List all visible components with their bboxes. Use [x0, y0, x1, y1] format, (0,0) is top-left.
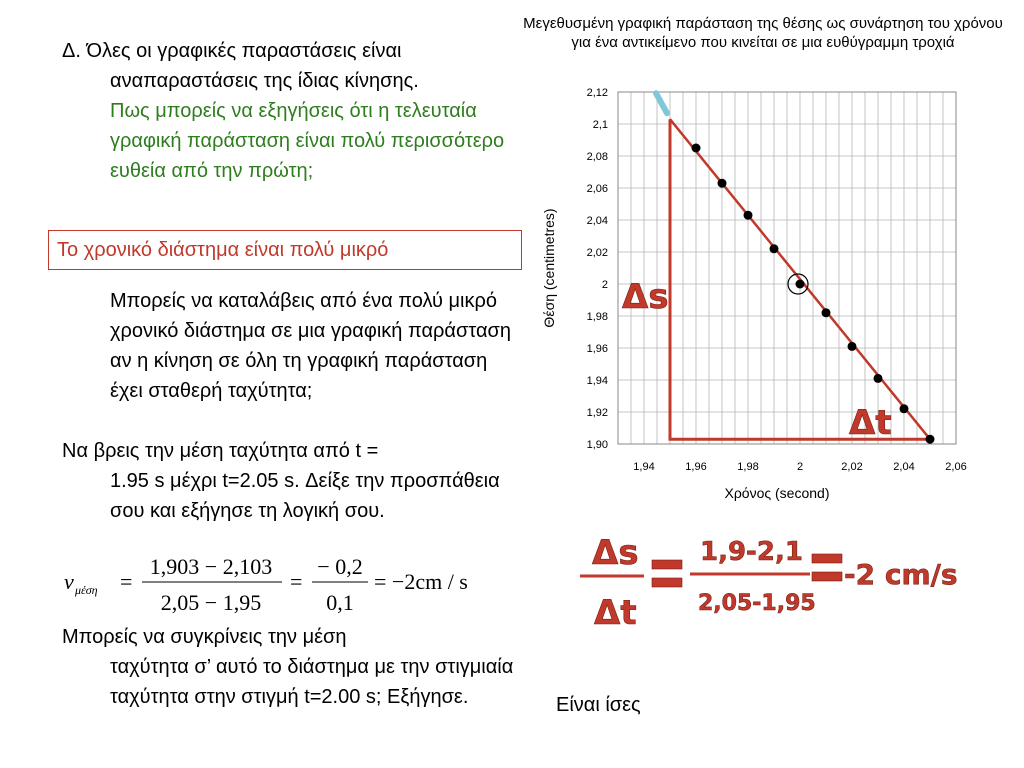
calc-numerator: 1,9-2,1: [700, 537, 803, 567]
formula-den-1: 2,05 − 1,95: [160, 590, 262, 615]
data-point: [796, 280, 805, 289]
calc-equals-2: [812, 554, 842, 563]
y-tick-label: 1,90: [586, 439, 608, 451]
chart-title: Μεγεθυσμένη γραφική παράσταση της θέσης ως συνάρτηση του χρόνου για ένα αντικείμενο που κινείται σε μια ευθύγραμμη τροχιά: [523, 15, 1003, 51]
task-line-2: 1.95 s μέχρι t=2.05 s. Δείξε την προσπάθεια σου και εξήγησε τη λογική σου.: [110, 470, 500, 522]
y-tick-label: 2,1: [592, 119, 608, 131]
calc-ds: Δs: [592, 533, 639, 573]
x-tick-label: 1,94: [633, 461, 655, 473]
x-tick-label: 2,02: [841, 461, 863, 473]
paragraph: Μπορείς να καταλάβεις από ένα πολύ μικρό χρονικό διάστημα σε μια γραφική παράσταση αν η κίνηση σε όλη τη γραφική παράσταση έχει σταθερή ταχύτητα;: [110, 290, 511, 402]
data-point: [718, 179, 727, 188]
calc-result: -2 cm/s: [844, 558, 958, 591]
data-point: [848, 342, 857, 351]
question-block: [62, 36, 522, 186]
calc-dt: Δt: [594, 593, 637, 633]
y-tick-label: 1,92: [586, 407, 608, 419]
y-tick-label: 2,08: [586, 151, 608, 163]
y-tick-label: 2,06: [586, 183, 608, 195]
data-point: [744, 211, 753, 220]
y-tick-label: 2: [601, 279, 608, 291]
y-axis-ticks: [587, 87, 608, 451]
question-line-2: Πως μπορείς να εξηγήσεις ότι η τελευταία γραφική παράσταση είναι πολύ περισσότερο ευθεία από την πρώτη;: [110, 100, 505, 182]
x-tick-label: 2,06: [945, 461, 967, 473]
x-axis-ticks: [633, 461, 966, 473]
y-tick-label: 2,12: [586, 87, 608, 99]
y-tick-label: 1,98: [586, 311, 608, 323]
formula-den-2: 0,1: [326, 590, 354, 615]
data-point: [822, 308, 831, 317]
chart-marks: [656, 93, 935, 444]
x-tick-label: 2,04: [893, 461, 915, 473]
x-tick-label: 1,98: [737, 461, 759, 473]
calc-equals-1: [652, 560, 682, 569]
compare-line-2: ταχύτητα σ’ αυτό το διάστημα με την στιγμιαία ταχύτητα στην στιγμή t=2.00 s; Εξήγησε.: [110, 656, 514, 708]
compare-block: [62, 622, 522, 712]
data-point: [874, 374, 883, 383]
question-line-1: Δ. Όλες οι γραφικές παραστάσεις είναι αναπαραστάσεις της ίδιας κίνησης.: [62, 40, 419, 92]
y-axis-label: Θέση (centimetres): [541, 208, 557, 328]
calc-denominator: 2,05-1,95: [698, 591, 816, 616]
x-axis-label: Χρόνος (second): [724, 485, 830, 501]
conclusion-text: Είναι ίσες: [556, 694, 641, 716]
svg-text:=: =: [120, 569, 133, 594]
delta-t-label: Δt: [849, 403, 892, 443]
formula-num-2: − 0,2: [317, 554, 363, 579]
formula-v: v: [64, 569, 74, 594]
svg-text:=: =: [290, 569, 303, 594]
formula-subscript: μέση: [75, 583, 98, 597]
slope-calculation: [580, 520, 1020, 640]
task-line-1: Να βρεις την μέση ταχύτητα από t =: [62, 440, 379, 462]
data-point: [692, 144, 701, 153]
delta-s-label: Δs: [622, 277, 669, 317]
formula-result: = −2cm / s: [374, 569, 468, 594]
tangent-accent: [656, 93, 667, 113]
y-tick-label: 1,96: [586, 343, 608, 355]
y-tick-label: 2,04: [586, 215, 608, 227]
average-velocity-formula: [64, 544, 504, 620]
y-tick-label: 2,02: [586, 247, 608, 259]
task-block: [62, 436, 522, 526]
y-tick-label: 1,94: [586, 375, 608, 387]
answer-box: Το χρονικό διάστημα είναι πολύ μικρό: [48, 230, 522, 270]
compare-line-1: Μπορείς να συγκρίνεις την μέση: [62, 626, 347, 648]
position-time-chart: [520, 76, 990, 506]
data-point: [770, 244, 779, 253]
data-point: [926, 435, 935, 444]
data-point: [900, 404, 909, 413]
formula-num-1: 1,903 − 2,103: [149, 554, 273, 579]
x-tick-label: 2: [796, 461, 804, 473]
x-tick-label: 1,96: [685, 461, 707, 473]
